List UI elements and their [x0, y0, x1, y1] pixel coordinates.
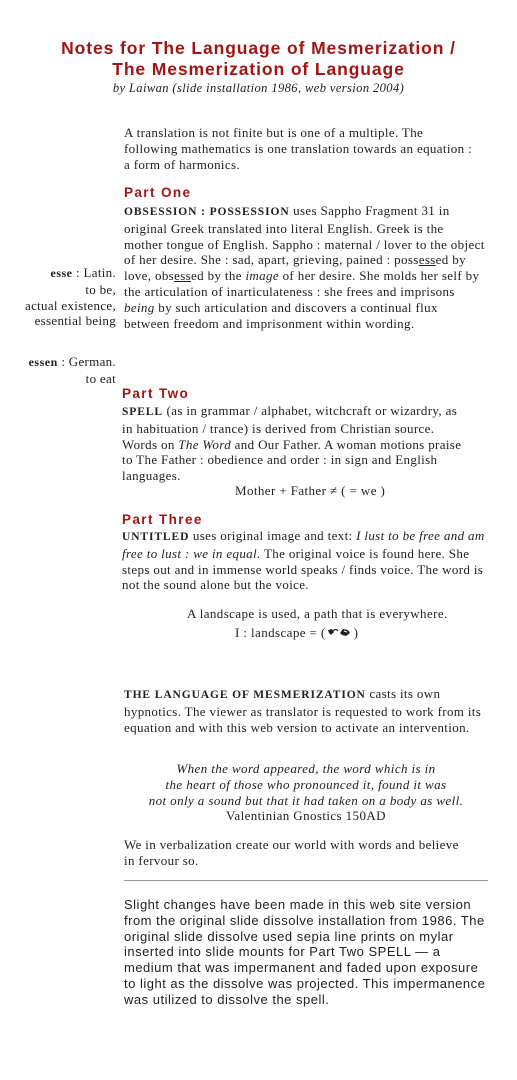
title-line-2: The Mesmerization of Language: [112, 59, 405, 79]
sidenote-text: to be,: [85, 281, 116, 297]
sidenote-text: : Latin.: [72, 265, 116, 280]
part-one-underline: ess: [174, 268, 192, 284]
part-one-paragraph: [124, 203, 486, 331]
footnote-paragraph: Slight changes have been made in this web site version from the original slide dissolve installation from 1986. The original slide dissolve used sepia line prints on mylar inserted into slide mounts for Part Two SPELL — a medium that was impermanent and faded upon exposure to light as the dissolve was projected. This impermanence was utilized to dissolve the spell.: [124, 897, 486, 1007]
quote-line: not only a sound but that it had taken on a body as well.: [148, 792, 464, 808]
part-one-text: uses Sappho Fragment 31 in original Greek translated into literal English. Greek is the mother tongue of English. Sappho : maternal / lover to the object of her desire. She : sad, apart, grieving, pained : poss: [124, 203, 485, 268]
page-title: [0, 38, 517, 80]
part-two-italic: The Word: [178, 436, 232, 452]
divider: [124, 880, 488, 881]
part-two-equation: Mother + Father ≠ ( = we ): [235, 483, 386, 498]
part-two-paragraph: [122, 403, 462, 484]
sidenote-essen-term: essen: [28, 355, 58, 369]
part-one-lead: OBSESSION : POSSESSION: [124, 206, 290, 218]
part-three-paragraph: [122, 528, 488, 593]
title-line-1: Notes for The Language of Mesmerization /: [61, 38, 456, 58]
part-two-text: (as in grammar / alphabet, witchcraft or wizardry, as in habituation / trance) is derived from Christian source. Words on: [122, 403, 458, 452]
part-one-italic: being: [124, 299, 155, 315]
sidenote-text: actual existence,: [25, 297, 116, 313]
part-two-lead: SPELL: [122, 406, 163, 418]
mesmerization-paragraph: [124, 686, 490, 735]
part-two-text: and Our Father. A woman motions praise to The Father : obedience and order : in sign and English languages.: [122, 436, 462, 484]
equation-text: ): [353, 625, 359, 640]
landscape-line: A landscape is used, a path that is everywhere.: [187, 606, 448, 621]
part-three-italic: I lust to be free and am free to lust : we in equal.: [122, 528, 485, 561]
mesmerization-lead: THE LANGUAGE OF MESMERIZATION: [124, 689, 366, 701]
part-two-heading: Part Two: [122, 386, 190, 401]
part-one-italic: image: [245, 268, 279, 284]
part-one-text: of her desire. She molds her self by the articulation of inarticulateness : she frees and imprisons: [124, 268, 480, 299]
part-one-heading: Part One: [124, 185, 192, 200]
quote-line: the heart of those who pronounced it, found it was: [165, 776, 447, 792]
sidenote-text: essential being: [34, 313, 116, 329]
part-three-equation: [235, 625, 358, 641]
quote-line: When the word appeared, the word which is in: [176, 761, 436, 776]
sidenote-essen: [29, 354, 116, 387]
sidenote-esse-term: esse: [50, 266, 73, 280]
part-three-text: uses original image and text:: [189, 528, 357, 543]
part-three-heading: Part Three: [122, 512, 203, 527]
sidenote-esse: [25, 265, 116, 329]
part-three-lead: UNTITLED: [122, 531, 190, 543]
closing-paragraph: We in verbalization create our world with words and believe in fervour so.: [124, 837, 459, 868]
intro-paragraph: A translation is not finite but is one of a multiple. The following mathematics is one translation towards an equation : a form of harmonics.: [124, 125, 473, 172]
gnostic-quote: [124, 761, 488, 824]
part-one-underline: ess: [418, 252, 436, 268]
part-one-text: by such articulation and discovers a continual flux between freedom and imprisonment within wording.: [124, 299, 438, 331]
part-three-text: The original voice is found here. She steps out and in immense world speaks / finds voice. The word is not the sound alone but the voice.: [122, 545, 484, 593]
sidenote-text: : German.: [57, 354, 116, 369]
part-one-text: ed by the: [191, 268, 246, 284]
sidenote-text: to eat: [85, 370, 116, 386]
equation-text: I : landscape = (: [235, 625, 326, 640]
quote-attribution: Valentinian Gnostics 150AD: [226, 808, 386, 824]
hand-sign-glyph-icon: [326, 626, 354, 637]
part-one-text: ed by love, obs: [124, 252, 466, 284]
byline: by Laiwan (slide installation 1986, web version 2004): [112, 81, 405, 95]
mesmerization-text: casts its own hypnotics. The viewer as translator is requested to work from its equation and with this web version to activate an intervention.: [124, 686, 482, 735]
